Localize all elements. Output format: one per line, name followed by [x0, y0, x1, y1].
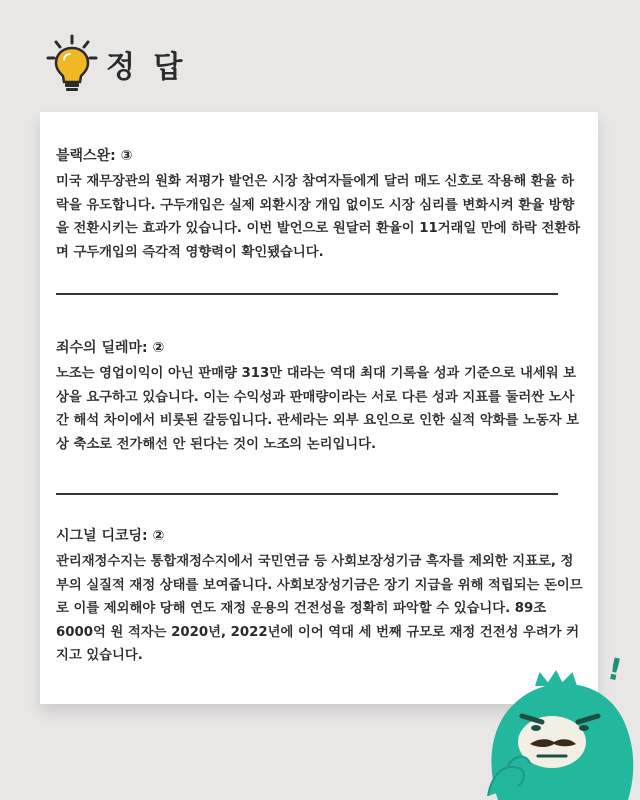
- section-title: 블랙스완: ③: [56, 148, 133, 164]
- exclamation-mark: !: [604, 651, 626, 689]
- header: [44, 32, 186, 96]
- answer-section-black-swan: [56, 146, 586, 264]
- section-body: 미국 재무장관의 원화 저평가 발언은 시장 참여자들에게 달러 매도 신호로 작용해 환율 하락을 유도합니다. 구두개입은 실제 외환시장 개입 없이도 시장 심리를 변화시켜 환율 방향을 전환시키는 효과가 있습니다. 이번 발언으로 원달러 환율이 11거래일 만에 하락 전환하며 구두개입의 즉각적 영향력이 확인됐습니다.: [56, 174, 581, 260]
- answer-card: [40, 112, 598, 704]
- lightbulb-icon: [44, 32, 100, 96]
- section-title: 시그널 디코딩: ②: [56, 528, 165, 544]
- section-divider: [56, 293, 558, 295]
- section-title: 죄수의 딜레마: ②: [56, 340, 165, 356]
- answer-section-prisoners-dilemma: [56, 338, 586, 456]
- page-title: 정 답: [106, 50, 187, 85]
- section-body: 관리재정수지는 통합재정수지에서 국민연금 등 사회보장성기금 흑자를 제외한 지표로, 정부의 실질적 재정 상태를 보여줍니다. 사회보장성기금은 장기 지급을 위해 적립되는 돈이므로 이를 제외해야 당해 연도 재정 운용의 건전성을 정확히 파악할 수 있습니다. 89조 6000억 원 적자는 2020년, 2022년에 이어 역대 세 번째 규모로 재정 건전성 우려가 커지고 있습니다.: [56, 554, 583, 663]
- section-body: 노조는 영업이익이 아닌 판매량 313만 대라는 역대 최대 기록을 성과 기준으로 내세워 보상을 요구하고 있습니다. 이는 수익성과 판매량이라는 서로 다른 성과 지표를 둘러싼 노사 간 해석 차이에서 비롯된 갈등입니다. 관세라는 외부 요인으로 인한 실적 악화를 노동자 보상 축소로 전가해선 안 된다는 것이 노조의 논리입니다.: [56, 366, 580, 452]
- green-dinosaur-mascot: [478, 646, 640, 800]
- section-divider: [56, 493, 558, 495]
